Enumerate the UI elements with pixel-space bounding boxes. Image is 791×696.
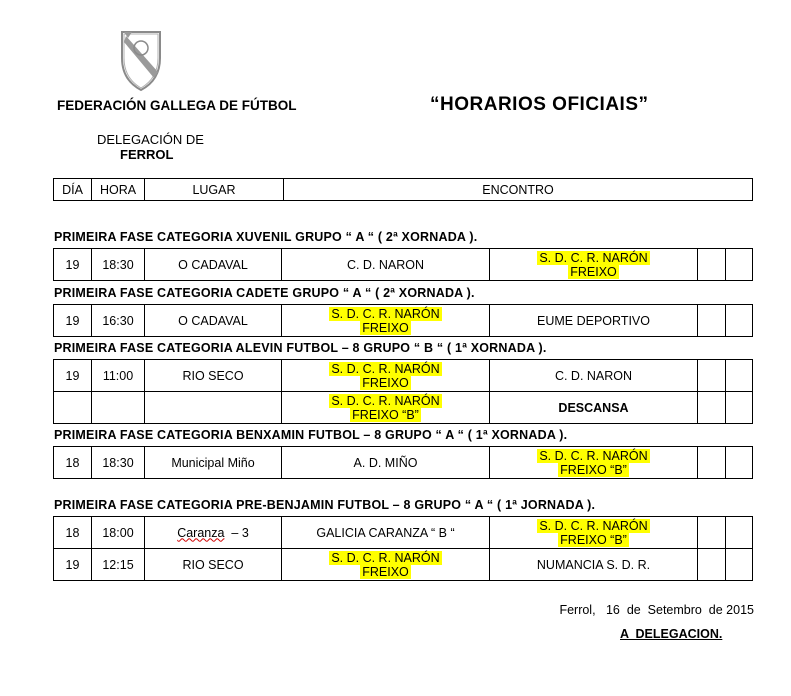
match-table-prebenjamin bbox=[53, 516, 753, 581]
page-title: “HORARIOS OFICIAIS” bbox=[430, 94, 649, 115]
cell-blank bbox=[698, 360, 726, 392]
cell-blank bbox=[698, 447, 726, 479]
cell-away-team bbox=[490, 447, 698, 479]
team-name-line-2: FREIXO bbox=[362, 320, 409, 335]
cell-hora: 18:30 bbox=[92, 249, 145, 281]
column-header-table bbox=[53, 178, 753, 201]
cell-hora: 11:00 bbox=[92, 360, 145, 392]
cell-home-team: A. D. MIÑO bbox=[282, 447, 490, 479]
cell-dia: 19 bbox=[54, 305, 92, 337]
team-name-line-1: S. D. C. R. NARÓN bbox=[539, 448, 648, 463]
cell-blank bbox=[726, 392, 753, 424]
cell-dia: 18 bbox=[54, 447, 92, 479]
section-title-xuvenil: PRIMEIRA FASE CATEGORIA XUVENIL GRUPO “ A “ ( 2ª XORNADA ). bbox=[54, 230, 478, 244]
cell-blank bbox=[698, 517, 726, 549]
cell-blank bbox=[698, 549, 726, 581]
column-header-lugar: LUGAR bbox=[145, 179, 284, 201]
column-header-dia: DÍA bbox=[54, 179, 92, 201]
team-name-line-1: S. D. C. R. NARÓN bbox=[331, 361, 440, 376]
cell-dia: 18 bbox=[54, 517, 92, 549]
cell-blank bbox=[726, 517, 753, 549]
place-and-date: Ferrol, 16 de Setembro de 2015 bbox=[559, 603, 754, 617]
team-name-line-1: S. D. C. R. NARÓN bbox=[539, 250, 648, 265]
table-row bbox=[54, 517, 753, 549]
cell-blank bbox=[726, 305, 753, 337]
cell-dia: 19 bbox=[54, 549, 92, 581]
column-header-encontro: ENCONTRO bbox=[284, 179, 753, 201]
cell-away-team: EUME DEPORTIVO bbox=[490, 305, 698, 337]
table-row bbox=[54, 447, 753, 479]
match-table-alevin bbox=[53, 359, 753, 424]
cell-home-team bbox=[282, 360, 490, 392]
cell-lugar bbox=[145, 517, 282, 549]
cell-blank bbox=[726, 447, 753, 479]
section-title-benxamin: PRIMEIRA FASE CATEGORIA BENXAMIN FUTBOL – 8 GRUPO “ A “ ( 1ª XORNADA ). bbox=[54, 428, 568, 442]
delegation-line-1: DELEGACIÓN DE bbox=[97, 132, 204, 147]
federation-name: FEDERACIÓN GALLEGA DE FÚTBOL bbox=[57, 98, 297, 113]
cell-blank bbox=[726, 249, 753, 281]
delegation-label bbox=[97, 132, 204, 162]
team-name-line-2: FREIXO bbox=[362, 375, 409, 390]
column-header-hora: HORA bbox=[92, 179, 145, 201]
team-name-line-2: FREIXO “B” bbox=[560, 532, 627, 547]
cell-hora: 18:00 bbox=[92, 517, 145, 549]
cell-home-team: GALICIA CARANZA “ B “ bbox=[282, 517, 490, 549]
cell-home-team bbox=[282, 305, 490, 337]
cell-blank bbox=[698, 249, 726, 281]
cell-hora bbox=[92, 392, 145, 424]
cell-lugar: O CADAVAL bbox=[145, 305, 282, 337]
team-name-line-2: FREIXO bbox=[362, 564, 409, 579]
section-title-alevin: PRIMEIRA FASE CATEGORIA ALEVIN FUTBOL – 8 GRUPO “ B “ ( 1ª XORNADA ). bbox=[54, 341, 547, 355]
table-row bbox=[54, 549, 753, 581]
venue-name: Caranza bbox=[177, 525, 225, 540]
cell-dia: 19 bbox=[54, 360, 92, 392]
team-name-line-2: FREIXO “B” bbox=[352, 407, 419, 422]
cell-home-team bbox=[282, 392, 490, 424]
cell-lugar bbox=[145, 392, 282, 424]
cell-blank bbox=[726, 549, 753, 581]
cell-blank bbox=[726, 360, 753, 392]
cell-rest-label: DESCANSA bbox=[490, 392, 698, 424]
cell-lugar: RIO SECO bbox=[145, 549, 282, 581]
cell-away-team bbox=[490, 249, 698, 281]
delegation-line-2: FERROL bbox=[120, 147, 174, 162]
team-name-line-2: FREIXO “B” bbox=[560, 462, 627, 477]
cell-hora: 12:15 bbox=[92, 549, 145, 581]
cell-blank bbox=[698, 305, 726, 337]
cell-lugar: Municipal Miño bbox=[145, 447, 282, 479]
cell-hora: 16:30 bbox=[92, 305, 145, 337]
cell-away-team: C. D. NARON bbox=[490, 360, 698, 392]
team-name-line-1: S. D. C. R. NARÓN bbox=[331, 393, 440, 408]
team-name-line-1: S. D. C. R. NARÓN bbox=[331, 550, 440, 565]
team-name-line-1: S. D. C. R. NARÓN bbox=[539, 518, 648, 533]
match-table-benxamin bbox=[53, 446, 753, 479]
table-row bbox=[54, 392, 753, 424]
cell-away-team bbox=[490, 517, 698, 549]
team-name-line-2: FREIXO bbox=[570, 264, 617, 279]
venue-suffix: – 3 bbox=[224, 525, 249, 540]
cell-lugar: RIO SECO bbox=[145, 360, 282, 392]
federation-crest-logo bbox=[118, 28, 164, 92]
table-row bbox=[54, 360, 753, 392]
cell-blank bbox=[698, 392, 726, 424]
cell-dia bbox=[54, 392, 92, 424]
cell-home-team bbox=[282, 549, 490, 581]
section-title-prebenjamin: PRIMEIRA FASE CATEGORIA PRE-BENJAMIN FUTBOL – 8 GRUPO “ A “ ( 1ª JORNADA ). bbox=[54, 498, 596, 512]
cell-lugar: O CADAVAL bbox=[145, 249, 282, 281]
cell-home-team: C. D. NARON bbox=[282, 249, 490, 281]
section-title-cadete: PRIMEIRA FASE CATEGORIA CADETE GRUPO “ A “ ( 2ª XORNADA ). bbox=[54, 286, 475, 300]
team-name-line-1: S. D. C. R. NARÓN bbox=[331, 306, 440, 321]
cell-dia: 19 bbox=[54, 249, 92, 281]
signature: A DELEGACION. bbox=[620, 627, 723, 641]
table-row bbox=[54, 305, 753, 337]
table-row bbox=[54, 249, 753, 281]
cell-away-team: NUMANCIA S. D. R. bbox=[490, 549, 698, 581]
match-table-cadete bbox=[53, 304, 753, 337]
cell-hora: 18:30 bbox=[92, 447, 145, 479]
match-table-xuvenil bbox=[53, 248, 753, 281]
